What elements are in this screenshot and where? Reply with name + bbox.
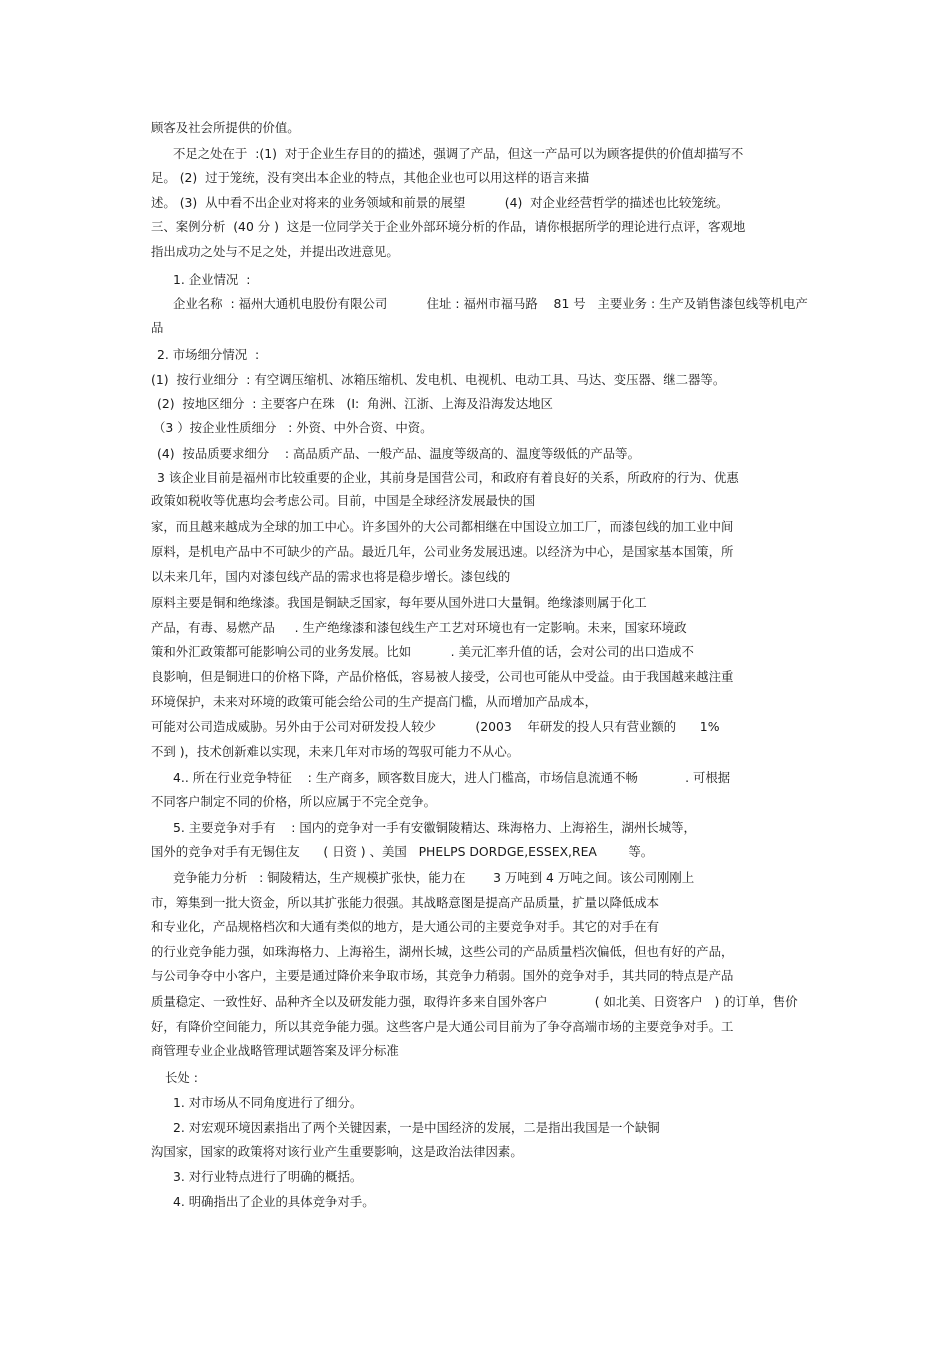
text-line: 竞争能力分析 : 铜陵精达，生产规模扩张快，能力在 3 万吨到 4 万吨之间。该公司刚刚上 [173,870,695,885]
text-line: 品 [151,320,164,335]
text-line: 不足之处在于 :(1) 对于企业生存目的的描述，强调了产品，但这一产品可以为顾客提供的价值却描写不 [173,146,744,161]
text-line: 3. 对行业特点进行了明确的概括。 [173,1169,363,1184]
text-line: 环境保护，未来对环境的政策可能会给公司的生产提高门槛，从而增加产品成本， [151,694,598,709]
text-line: 的行业竞争能力强，如珠海格力、上海裕生，湖州长城，这些公司的产品质量档次偏低，但也有好的产品， [151,944,734,959]
text-line: 市，筹集到一批大资金，所以其扩张能力很强。其战略意图是提高产品质量，扩量以降低成本 [151,895,660,910]
text-line: 国外的竞争对手有无锡住友 ( 日资 ) 、美国 PHELPS DORDGE,ESSEX,REA 等。 [151,844,654,859]
text-line: 策和外汇政策都可能影响公司的业务发展。比如 . 美元汇率升值的话，会对公司的出口造成不 [151,644,694,659]
text-line: 好，有降价空间能力，所以其竞争能力强。这些客户是大通公司目前为了争夺高端市场的主要竞争对手。工 [151,1019,734,1034]
text-line: 2. 市场细分情况 : [157,347,260,362]
text-line: 指出成功之处与不足之处，并提出改进意见。 [151,244,399,259]
text-line: 5. 主要竞争对手有 : 国内的竞争对一手有安徽铜陵精达、珠海格力、上海裕生，湖州长城等， [173,820,696,835]
text-line: 3 该企业目前是福州市比较重要的企业，其前身是国营公司，和政府有着良好的关系，所政府的行为、优惠 [157,470,739,485]
text-line: 企业名称 : 福州大通机电股份有限公司 住址 : 福州市福马路 81 号 主要业务 : 生产及销售漆包线等机电产 [173,296,808,311]
text-line: (4) 按品质要求细分 : 高品质产品、一般产品、温度等级高的、温度等级低的产品等。 [157,446,640,461]
text-line: 足。 (2) 过于笼统，没有突出本企业的特点，其他企业也可以用这样的语言来描 [151,170,590,185]
text-line: 不到 )，技术创新难以实现，未来几年对市场的驾驭可能力不从心。 [151,744,520,759]
text-line: 2. 对宏观环境因素指出了两个关键因素，一是中国经济的发展，二是指出我国是一个缺铜 [173,1120,660,1135]
text-line: 原料主要是铜和绝缘漆。我国是铜缺乏国家，每年要从国外进口大量铜。绝缘漆则属于化工 [151,595,647,610]
text-line: 产品，有毒、易燃产品 . 生产绝缘漆和漆包线生产工艺对环境也有一定影响。未来，国家环境政 [151,620,687,635]
text-line: 4.. 所在行业竞争特征 : 生产商多，顾客数目庞大，进人门槛高，市场信息流通不畅 . 可根据 [173,770,731,785]
text-line: 1. 对市场从不同角度进行了细分。 [173,1095,363,1110]
text-line: 述。 (3) 从中看不出企业对将来的业务领域和前景的展望 (4) 对企业经营哲学的描述也比较笼统。 [151,195,729,210]
text-line: 以未来几年，国内对漆包线产品的需求也将是稳步增长。漆包线的 [151,569,511,584]
text-line: 可能对公司造成威胁。另外由于公司对研发投人较少 (2003 年研发的投人只有营业额的 1% [151,719,720,734]
text-line: 家，而且越来越成为全球的加工中心。许多国外的大公司都相继在中国设立加工厂，而漆包线的加工业中间 [151,519,734,534]
text-line: 和专业化，产品规格档次和大通有类似的地方，是大通公司的主要竞争对手。其它的对手在有 [151,919,660,934]
text-line: 与公司争夺中小客户，主要是通过降价来争取市场，其竞争力稍弱。国外的竞争对手，其共同的特点是产品 [151,968,734,983]
text-line: 良影响，但是铜进口的价格下降，产品价格低，容易被人接受，公司也可能从中受益。由于我国越来越注重 [151,669,734,684]
text-line: 长处 : [165,1070,198,1085]
text-line: 沟国家，国家的政策将对该行业产生重要影响，这是政治法律因素。 [151,1144,523,1159]
text-line: （3 ）按企业性质细分 : 外资、中外合资、中资。 [153,420,433,435]
text-line: 质量稳定、一致性好、品种齐全以及研发能力强，取得许多来自国外客户 ( 如北美、日资客户 ) 的订单，售价 [151,994,798,1009]
text-line: (2) 按地区细分 : 主要客户在珠 (I: 角洲、江浙、上海及沿海发达地区 [157,396,553,411]
text-line: 原料，是机电产品中不可缺少的产品。最近几年，公司业务发展迅速。以经济为中心，是国家基本国策，所 [151,544,734,559]
text-line: 1. 企业情况 : [173,272,251,287]
text-line: 政策如税收等优惠均会考虑公司。目前，中国是全球经济发展最快的国 [151,493,536,508]
text-line: 顾客及社会所提供的价值。 [151,120,300,135]
text-line: 不同客户制定不同的价格，所以应属于不完全竞争。 [151,794,436,809]
text-line: 4. 明确指出了企业的具体竞争对手。 [173,1194,375,1209]
text-line: (1) 按行业细分 : 有空调压缩机、冰箱压缩机、发电机、电视机、电动工具、马达、变压器、继二器等。 [151,372,726,387]
text-line: 商管理专业企业战略管理试题答案及评分标准 [151,1043,399,1058]
text-line: 三、案例分析 (40 分 ) 这是一位同学关于企业外部环境分析的作品，请你根据所学的理论进行点评，客观地 [151,219,746,234]
